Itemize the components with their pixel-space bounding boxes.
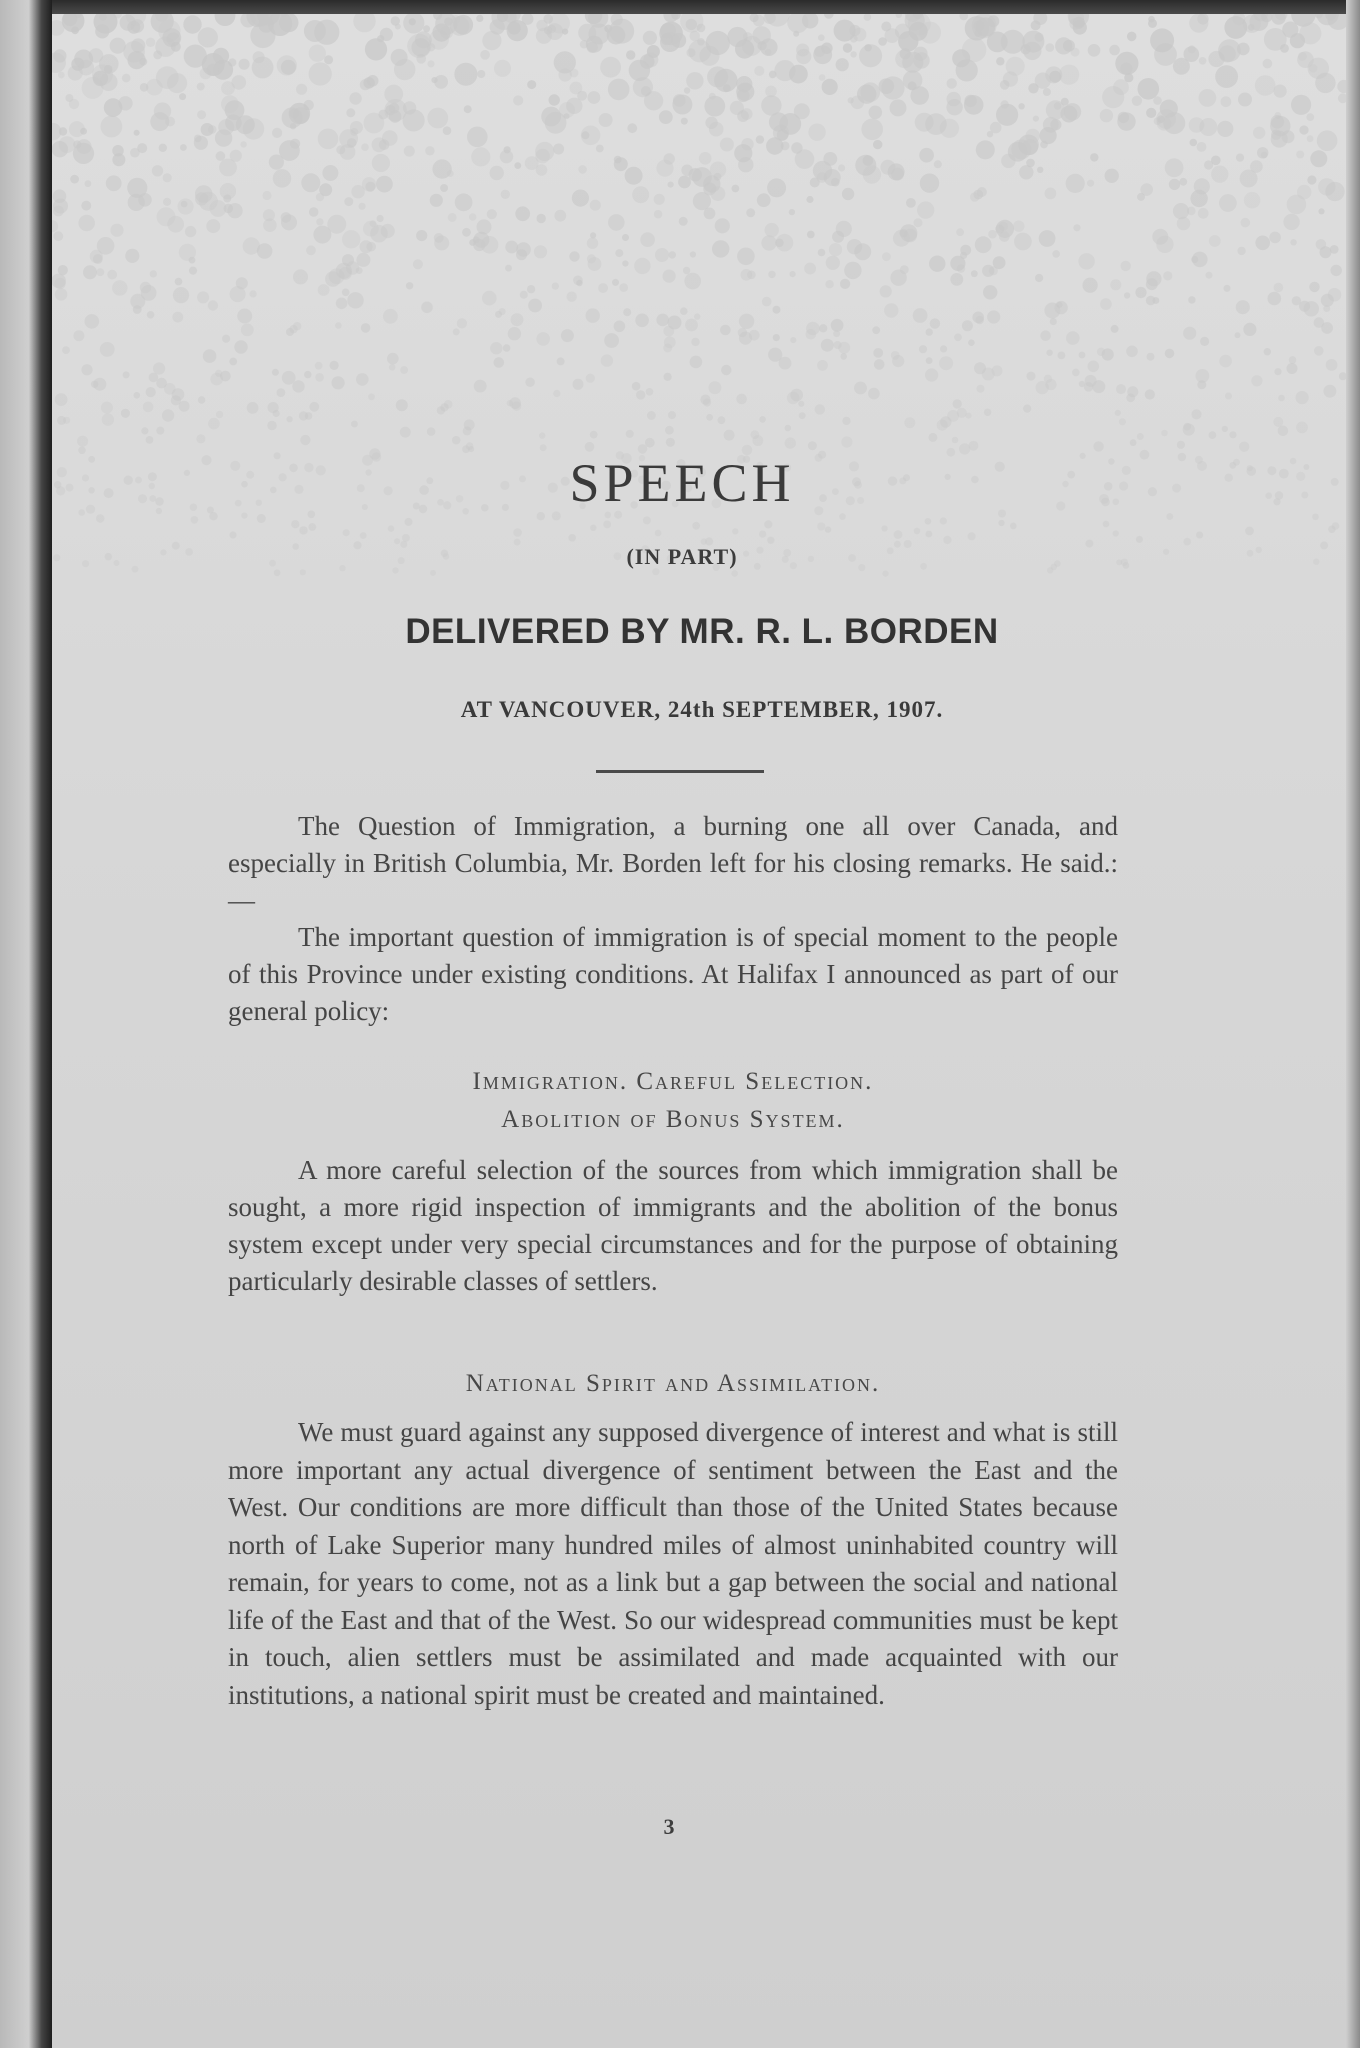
occasion-line: AT VANCOUVER, 24th SEPTEMBER, 1907. (460, 697, 944, 722)
scan-top-edge (0, 0, 1360, 14)
page-number: 3 (663, 1814, 675, 1839)
paper-sheet (44, 12, 1360, 2048)
heading-immigration: Immigration. Careful Selection. (472, 1068, 874, 1095)
national-section (228, 1414, 1118, 1714)
intro-paragraph: The Question of Immigration, a burning one all over Canada, and especially in British Columbia, Mr. Borden left for his closing remarks. He said.:— (228, 811, 1118, 915)
intro-section (228, 808, 1118, 1030)
divider-rule (596, 770, 764, 773)
byline: DELIVERED BY MR. R. L. BORDEN (405, 612, 999, 651)
heading-national-spirit: National Spirit and Assimilation. (465, 1370, 881, 1397)
selection-paragraph: A more careful selection of the sources from which immigration shall be sought, a more rigid inspection of immigrants and the abolition of the bonus system except under very special circumstances and for the purpose of obtaining particularly desirable classes of settlers. (228, 1155, 1118, 1296)
heading-abolition: Abolition of Bonus System. (501, 1106, 845, 1133)
policy-paragraph: The important question of immigration is of special moment to the people of this Province under existing conditions. At Halifax I announced as part of our general policy: (228, 922, 1118, 1026)
subtitle: (IN PART) (626, 544, 738, 569)
national-spirit-paragraph: We must guard against any supposed divergence of interest and what is still more important any actual divergence of sentiment between the East and the West. Our conditions are more difficult than those of the United States because north of Lake Superior many hundred miles of almost uninhabited country will remain, for years to come, not as a link but a gap between the social and national life of the East and that of the West. So our widespread communities must be kept in touch, alien settlers must be assimilated and made acquainted with our institutions, a national spirit must be created and maintained. (228, 1417, 1118, 1710)
book-spine-shadow (0, 0, 52, 2048)
page-right-edge (1346, 0, 1360, 2048)
selection-section (228, 1152, 1118, 1300)
page-title: SPEECH (569, 453, 795, 513)
